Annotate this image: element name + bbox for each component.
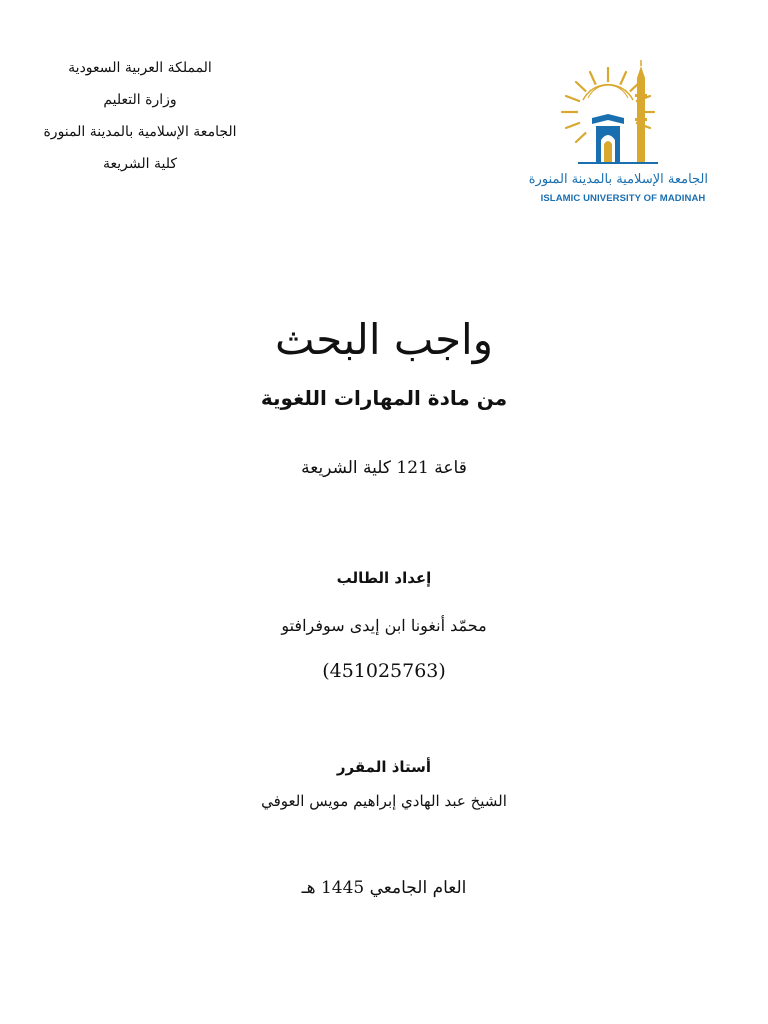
university-logo	[528, 60, 708, 210]
document-title: واجب البحث	[275, 315, 493, 364]
header-line-ministry: وزارة التعليم	[103, 92, 177, 108]
institution-header	[30, 52, 250, 180]
document-subtitle: من مادة المهارات اللغوية	[260, 386, 508, 410]
course-teacher-name: الشيخ عبد الهادي إبراهيم مويس العوفي	[261, 792, 507, 810]
logo-arabic-name: الجامعة الإسلامية بالمدينة المنورة	[528, 172, 708, 187]
course-teacher-label: أستاذ المقرر	[336, 758, 432, 776]
logo-english-name: ISLAMIC UNIVERSITY OF MADINAH	[540, 193, 706, 204]
prepared-by-label: إعداد الطالب	[336, 569, 432, 587]
university-logo-icon	[538, 60, 708, 172]
header-line-university: الجامعة الإسلامية بالمدينة المنورة	[43, 124, 237, 140]
hall-info: قاعة 121 كلية الشريعة	[301, 458, 467, 478]
student-id: (451025763)	[322, 660, 446, 682]
student-name: محمّد أنغونا ابن إيدى سوفرافتو	[281, 616, 487, 635]
header-line-faculty: كلية الشريعة	[102, 156, 177, 172]
academic-year: العام الجامعي 1445 هـ	[301, 878, 467, 898]
header-line-country: المملكة العربية السعودية	[68, 60, 212, 76]
